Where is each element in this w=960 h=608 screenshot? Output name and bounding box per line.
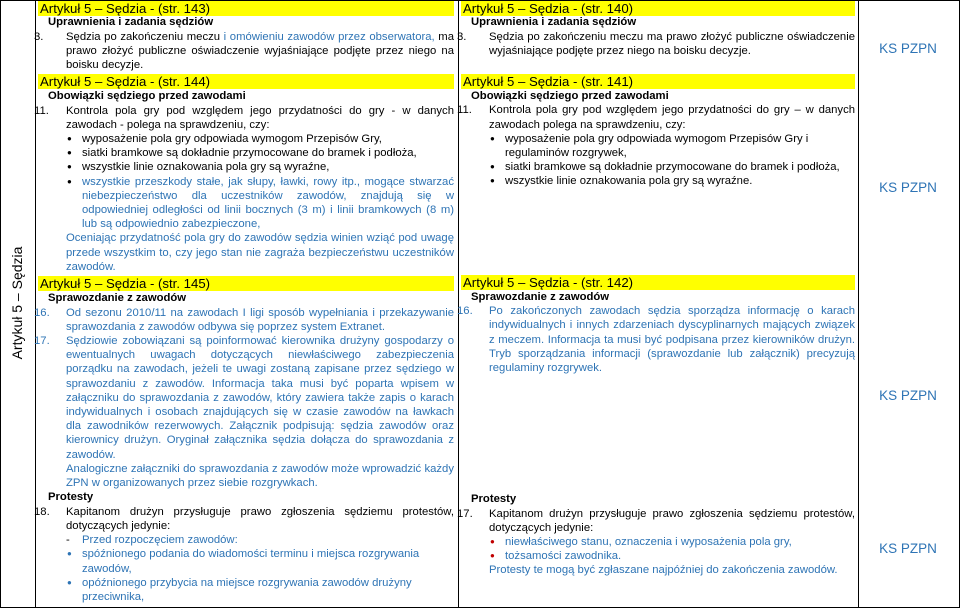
ks-pzpn-label: KS PZPN: [879, 388, 937, 403]
paragraph: [457, 30, 855, 58]
left-header-3: [38, 276, 454, 291]
left-header-2: [38, 74, 454, 89]
text: Kapitanom drużyn przysługuje prawo zgłoszenia sędziemu protestów, dotyczących jedynie:: [66, 505, 454, 532]
paragraph: [34, 334, 454, 462]
header-page: - (str. 145): [146, 276, 211, 292]
list-item: ● opóźnionego przybycia na miejsce rozgrywania zawodów drużyny przeciwnika,: [48, 576, 454, 604]
text: Sędzia po zakończeniu meczu ma prawo złożyć publiczne oświadczenie wyjaśniające podjęte przez niego na boisku decyzje.: [489, 30, 855, 57]
item-number: 11.: [34, 104, 49, 117]
paragraph: [34, 30, 454, 73]
header-article: Artykuł 5 – Sędzia: [463, 73, 570, 89]
ks-pzpn-label: KS PZPN: [879, 541, 937, 556]
paragraph: [457, 103, 855, 131]
list-item: ● tożsamości zawodnika.: [471, 549, 855, 563]
section-title: Uprawnienia i zadania sędziów: [48, 16, 214, 28]
ks-pzpn-label: KS PZPN: [879, 41, 937, 56]
text: Sędziowie zobowiązani są poinformować kierownika drużyny gospodarzy o ewentualnych uwagach dotyczących niewłaściwego zabezpieczenia porządku na zawodach, jeżeli te uwagi zostaną zapisane przez sędziego w sprawozdaniu z zawodów. Informacja taka musi być poparta wpisem w załączniku do sprawozdania z zawodów, który zawiera także zapis o karach indywidualnych i osobach znajdujących się w czasie zawodów na ławkach dla zawodników rezerwowych. Załącznik podpisują: sędzia zawodów oraz kierownicy drużyn. Oryginał załącznika sędzia dołącza do sprawozdania z zawodów.: [66, 334, 454, 461]
header-page: - (str. 142): [569, 274, 634, 290]
paragraph: [34, 104, 454, 132]
list-item: ● wszystkie linie oznakowania pola gry są wyraźne.: [471, 174, 855, 188]
list-item: ● wszystkie linie oznakowania pola gry są wyraźne,: [48, 160, 454, 174]
paragraph: [457, 507, 855, 535]
section-title: Obowiązki sędziego przed zawodami: [471, 89, 669, 102]
header-article: Artykuł 5 – Sędzia: [40, 276, 147, 292]
right-header-1: [461, 1, 855, 16]
item-number: 18.: [34, 505, 50, 518]
section-title: Sprawozdanie z zawodów: [471, 290, 610, 303]
text: Kontrola pola gry pod względem jego przydatności do gry – w danych zawodach polega na sprawdzeniu, czy:: [489, 104, 855, 131]
list-item: ● spóźnionego podania do wiadomości terminu i miejsca rozgrywania zawodów,: [48, 547, 454, 575]
item-number: 3.: [457, 30, 467, 43]
header-page: - (str. 140): [569, 1, 634, 16]
paragraph: [34, 306, 454, 334]
item-number: 17.: [34, 334, 50, 347]
section-title: Sprawozdanie z zawodów: [48, 292, 187, 305]
text: ma prawo złożyć publiczne oświadczenie wyjaśniające podjęte przez niego na boisku decyzje.: [66, 30, 454, 71]
left-column: [36, 1, 457, 607]
list-item: ● wyposażenie pola gry odpowiada wymogom Przepisów Gry,: [48, 132, 454, 146]
text: Kontrola pola gry pod względem jego przydatności do gry - w danych zawodach - polega na sprawdzeniu, czy:: [66, 104, 454, 131]
header-page: - (str. 141): [569, 73, 634, 89]
list-item: ● wyposażenie pola gry odpowiada wymogom Przepisów Gry i regulaminów rozgrywek,: [471, 132, 855, 160]
right-header-3: [461, 275, 855, 290]
text-changed: i omówieniu zawodów przez obserwatora,: [223, 30, 435, 43]
text-changed: , mogące stwarzać niebezpieczeństwo dla uczestników zawodów, znajdują się w odpowiedniej odległości od linii bocznych (3 m) i linii bramkowych (8 m) lub są odpowiednio zabezpieczone,: [82, 175, 454, 231]
header-page: - (str. 143): [146, 1, 211, 16]
text: Kapitanom drużyn przysługuje prawo zgłoszenia sędziemu protestów, dotyczących jedynie:: [489, 507, 855, 534]
text-changed: wszystkie przeszkody stałe, jak słupy, ławki, rowy itp.: [82, 175, 357, 188]
right-column: [459, 1, 858, 607]
text: Sędzia po zakończeniu meczu: [66, 30, 224, 43]
list-item: ● niewłaściwego stanu, oznaczenia i wyposażenia pola gry,: [471, 535, 855, 549]
side-label: Artykuł 5 – Sędzia: [8, 246, 25, 360]
grid-line: [858, 0, 859, 608]
list-item: [48, 175, 454, 232]
header-article: Artykuł 5 – Sędzia: [40, 1, 147, 16]
paragraph: Protesty te mogą być zgłaszane najpóźniej do zakończenia zawodów.: [489, 564, 838, 577]
list-item: ● siatki bramkowe są dokładnie przymocowane do bramek i podłoża,: [48, 146, 454, 160]
text: Po zakończonych zawodach sędzia sporządza informację o karach indywidualnych i innych zdarzeniach dyscyplinarnych mających związek z meczem. Informacja ta musi być podpisana przez kierowników drużyn. Tryb sporządzania informacji (sprawozdanie lub załącznik) precyzują regulaminy rozgrywek.: [489, 305, 855, 374]
side-label-cell: [0, 0, 35, 608]
list-item: [48, 533, 454, 547]
ks-pzpn-label: KS PZPN: [879, 180, 937, 195]
left-header-1: [38, 1, 454, 16]
right-header-2: [461, 74, 855, 89]
header-article: Artykuł 5 – Sędzia: [463, 1, 570, 16]
text: Od sezonu 2010/11 na zawodach I ligi sposób wypełniania i przekazywanie sprawozdania z zawodów odbywa się poprzez system Extranet.: [66, 306, 454, 333]
header-article: Artykuł 5 – Sędzia: [40, 74, 147, 90]
list-item: ● siatki bramkowe są dokładnie przymocowane do bramek i podłoża,: [471, 160, 855, 174]
paragraph: Oceniając przydatność pola gry do zawodów sędzia winien wziąć pod uwagę przede wszystkim to, czy jego stan nie zagraża bezpieczeństwu uczestników zawodów.: [66, 232, 454, 273]
section-title: Obowiązki sędziego przed zawodami: [48, 90, 246, 103]
section-title: Uprawnienia i zadania sędziów: [471, 16, 637, 28]
text-changed: Przed rozpoczęciem zawodów:: [82, 534, 238, 547]
header-page: - (str. 144): [146, 74, 211, 90]
section-title: Protesty: [48, 491, 94, 504]
item-number: 11.: [457, 104, 472, 117]
paragraph: [34, 505, 454, 533]
section-title: Protesty: [471, 493, 517, 506]
item-number: 3.: [34, 30, 44, 43]
paragraph: [457, 304, 855, 375]
item-number: 17.: [457, 507, 473, 520]
paragraph: Analogiczne załączniki do sprawozdania z zawodów może wprowadzić każdy ZPN w organizowanych przez siebie rozgrywkach.: [66, 462, 454, 489]
dash: -: [66, 534, 70, 547]
header-article: Artykuł 5 – Sędzia: [463, 274, 570, 290]
item-number: 16.: [34, 306, 50, 319]
item-number: 16.: [457, 305, 473, 318]
